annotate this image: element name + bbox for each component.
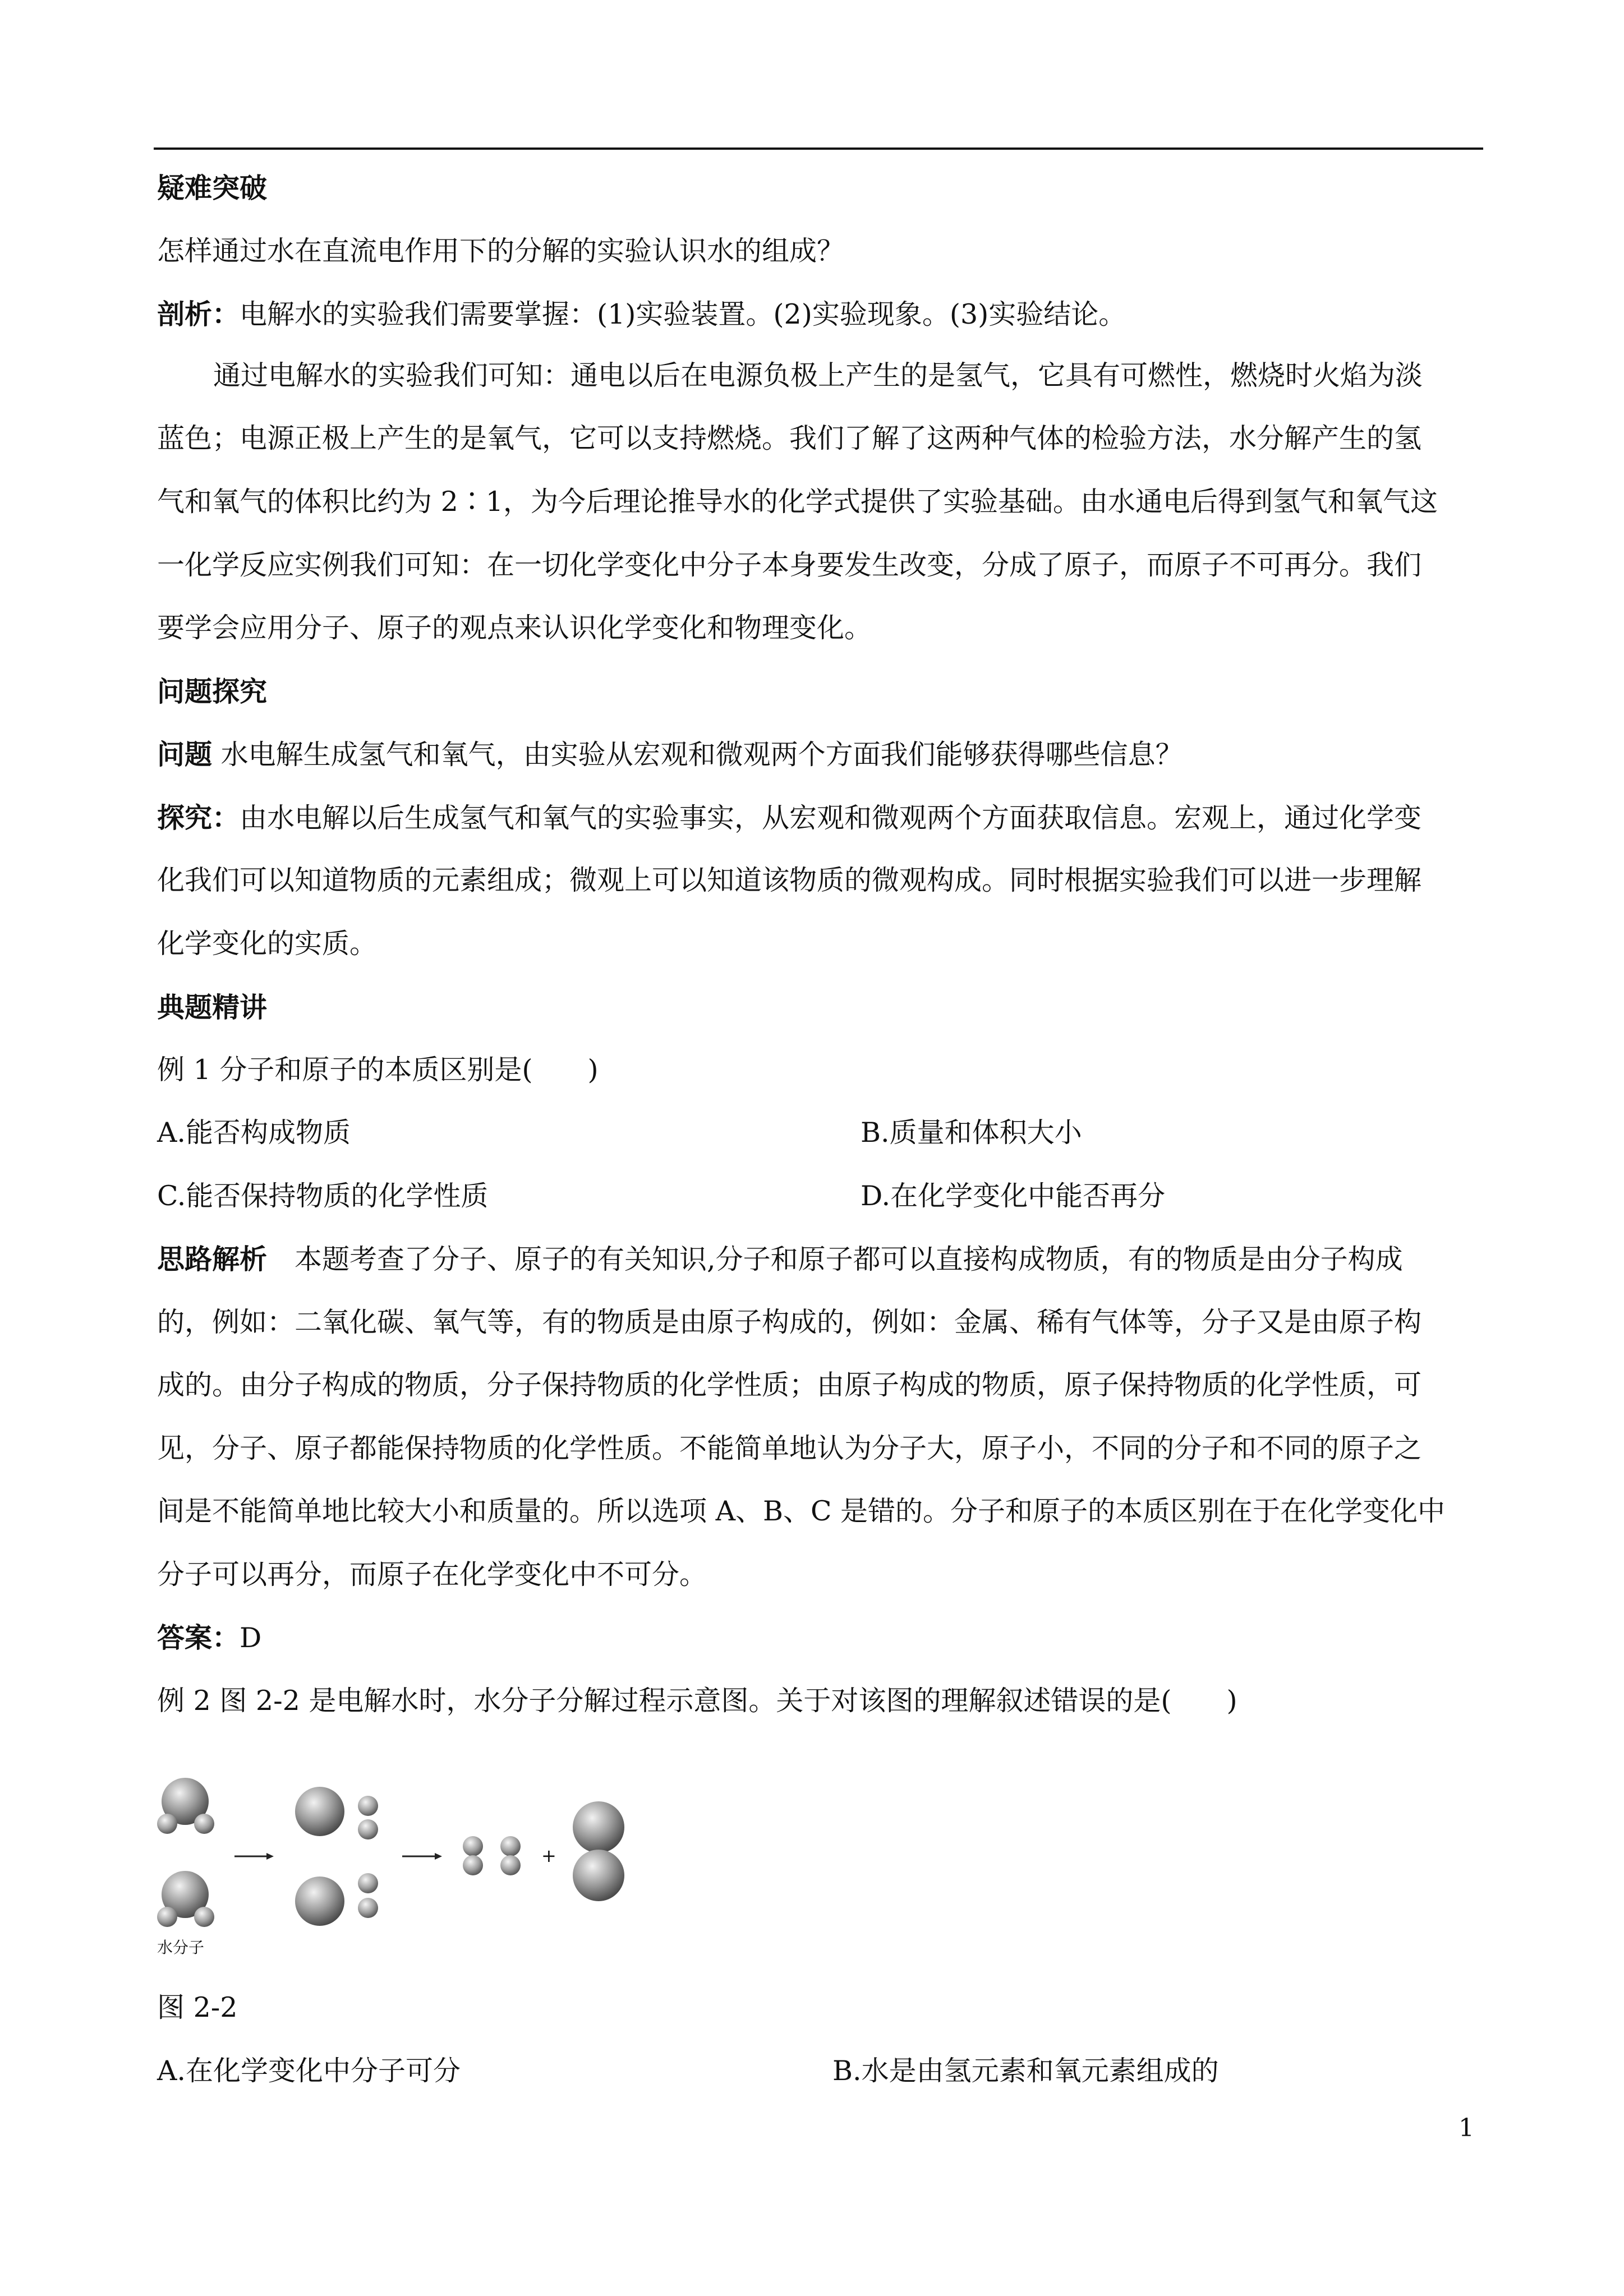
answer-label: 答案：	[157, 1621, 240, 1654]
example2-option-b: B.水是由氢元素和氧元素组成的	[832, 2055, 1219, 2087]
example1-analysis-line: 的，例如：二氧化碳、氧气等，有的物质是由原子构成的，例如：金属、稀有气体等，分子又是由原子构	[157, 1306, 1422, 1338]
section-heading-examples: 典题精讲	[157, 991, 268, 1023]
paragraph-line: 要学会应用分子、原子的观点来认识化学变化和物理变化。	[157, 612, 872, 644]
example1-option-a: A.能否构成物质	[157, 1117, 351, 1149]
analysis-text: 电解水的实验我们需要掌握：(1)实验装置。(2)实验现象。(3)实验结论。	[240, 298, 1126, 330]
example1-analysis-line: 见，分子、原子都能保持物质的化学性质。不能简单地认为分子大，原子小，不同的分子和不同的原子之	[157, 1432, 1422, 1464]
paragraph-line: 气和氧气的体积比约为 2∶1，为今后理论推导水的化学式提供了实验基础。由水通电后得到氢气和氧气这	[157, 486, 1438, 518]
page-number: 1	[1459, 2114, 1474, 2142]
example1-analysis-text: 本题考查了分子、原子的有关知识,分子和原子都可以直接构成物质，有的物质是由分子构成	[267, 1243, 1403, 1275]
example1-analysis-line: 间是不能简单地比较大小和质量的。所以选项 A、B、C 是错的。分子和原子的本质区别在于在化学变化中	[157, 1495, 1446, 1527]
arrow-icon	[402, 1853, 442, 1860]
difficulty-question: 怎样通过水在直流电作用下的分解的实验认识水的组成？	[157, 235, 845, 267]
section-heading-inquiry: 问题探究	[157, 675, 268, 708]
hydrogen-atom	[194, 1814, 214, 1834]
question-label: 问题	[157, 738, 213, 771]
explore-text: 由水电解以后生成氢气和氧气的实验事实，从宏观和微观两个方面获取信息。宏观上，通过化学变	[240, 802, 1422, 834]
section-heading-difficulty: 疑难突破	[157, 172, 268, 204]
paragraph-line: 通过电解水的实验我们可知：通电以后在电源负极上产生的是氢气，它具有可燃性，燃烧时火焰为淡	[213, 359, 1423, 391]
paragraph-line: 蓝色；电源正极上产生的是氧气，它可以支持燃烧。我们了解了这两种气体的检验方法，水分解产生的氢	[157, 422, 1422, 454]
arrow-icon	[234, 1853, 274, 1860]
example2-option-a: A.在化学变化中分子可分	[157, 2055, 461, 2087]
question-text: 水电解生成氢气和氧气，由实验从宏观和微观两个方面我们能够获得哪些信息？	[212, 739, 1183, 771]
answer-value: D	[240, 1622, 262, 1654]
hydrogen-atom	[358, 1898, 378, 1918]
example1-analysis-line: 成的。由分子构成的物质，分子保持物质的化学性质；由原子构成的物质，原子保持物质的化学性质，可	[157, 1369, 1422, 1401]
hydrogen-atom	[358, 1796, 378, 1816]
example1-answer-line	[157, 1621, 1481, 1655]
plus-sign: +	[541, 1845, 556, 1866]
inquiry-question-line	[157, 737, 1481, 772]
water-molecule-bottom	[157, 1871, 214, 1927]
example1-analysis-line: 分子可以再分，而原子在化学变化中不可分。	[157, 1559, 707, 1590]
hydrogen-atom	[157, 1814, 177, 1834]
hydrogen-atom	[194, 1907, 214, 1927]
explore-line: 化我们可以知道物质的元素组成；微观上可以知道该物质的微观构成。同时根据实验我们可以进一步理解	[157, 864, 1422, 896]
figure-label-water-molecule: 水分子	[157, 1938, 205, 1957]
oxygen-atom	[295, 1787, 344, 1836]
analysis-line	[157, 297, 1481, 331]
explore-line: 化学变化的实质。	[157, 928, 378, 960]
example1-option-d: D.在化学变化中能否再分	[861, 1180, 1166, 1212]
hydrogen-molecule	[500, 1836, 521, 1875]
separated-atoms	[295, 1787, 378, 1926]
example1-analysis-label: 思路解析	[157, 1243, 268, 1275]
explore-label: 探究：	[157, 801, 240, 834]
inquiry-explore-line	[157, 801, 1481, 835]
header-rule	[154, 147, 1483, 150]
hydrogen-atom	[157, 1907, 177, 1927]
water-molecule-top	[157, 1778, 214, 1834]
hydrogen-molecule	[463, 1836, 483, 1875]
example1-option-c: C.能否保持物质的化学性质	[157, 1180, 489, 1212]
paragraph-line: 一化学反应实例我们可知：在一切化学变化中分子本身要发生改变，分成了原子，而原子不可再分。我们	[157, 549, 1422, 581]
water-electrolysis-figure	[151, 1767, 645, 1974]
analysis-label: 剖析：	[157, 298, 240, 330]
example1-analysis-line	[157, 1242, 1481, 1276]
oxygen-atom	[295, 1877, 344, 1926]
hydrogen-atom	[358, 1819, 378, 1839]
example2-stem: 例 2 图 2-2 是电解水时，水分子分解过程示意图。关于对该图的理解叙述错误的是( )	[157, 1685, 1237, 1717]
figure-caption: 图 2-2	[157, 1991, 238, 2023]
oxygen-molecule	[573, 1801, 624, 1901]
example1-option-b: B.质量和体积大小	[861, 1117, 1082, 1149]
hydrogen-atom	[358, 1873, 378, 1893]
example1-stem: 例 1 分子和原子的本质区别是( )	[157, 1054, 599, 1086]
